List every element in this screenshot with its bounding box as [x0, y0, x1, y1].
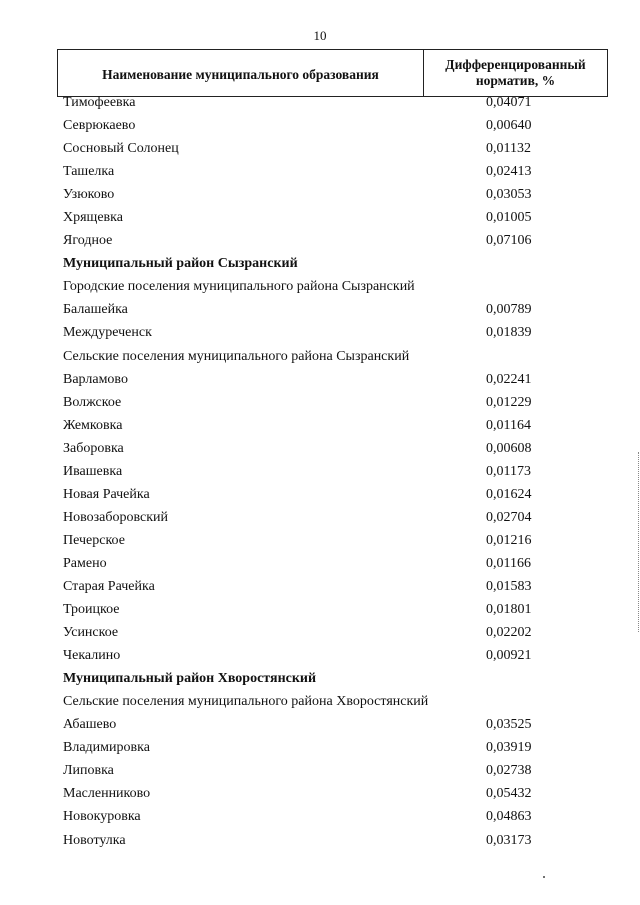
row-value: 0,02202	[486, 625, 532, 641]
row-name: Владимировка	[63, 740, 150, 756]
row-name: Балашейка	[63, 302, 128, 318]
column-header-value-line1: Дифференцированный	[445, 57, 586, 72]
row-name: Муниципальный район Сызранский	[63, 256, 298, 272]
table-row	[0, 739, 640, 762]
row-name: Хрящевка	[63, 210, 123, 226]
table-row	[0, 117, 640, 140]
table-row	[0, 94, 640, 117]
column-header-value	[424, 50, 607, 96]
scan-edge-mark	[636, 452, 639, 632]
row-name: Сельские поселения муниципального района Сызранский	[63, 348, 410, 364]
table-row	[0, 232, 640, 255]
table-row	[0, 463, 640, 486]
row-name: Старая Рачейка	[63, 578, 155, 594]
row-value: 0,01229	[486, 394, 532, 410]
row-name: Усинское	[63, 625, 119, 641]
row-name: Новозаборовский	[63, 509, 169, 525]
row-name: Сосновый Солонец	[63, 141, 179, 157]
group-heading-row	[0, 348, 640, 371]
row-name: Ягодное	[63, 233, 113, 249]
table-row	[0, 140, 640, 163]
row-value: 0,00789	[486, 302, 532, 318]
row-value: 0,07106	[486, 233, 532, 249]
table-row	[0, 417, 640, 440]
table-body	[0, 94, 640, 855]
row-name: Варламово	[63, 371, 128, 387]
row-value: 0,05432	[486, 786, 532, 802]
table-row	[0, 624, 640, 647]
row-name: Печерское	[63, 532, 125, 548]
row-value: 0,01839	[486, 325, 532, 341]
table-row	[0, 394, 640, 417]
table-row	[0, 371, 640, 394]
row-value: 0,03525	[486, 717, 532, 733]
row-value: 0,04863	[486, 809, 532, 825]
table-row	[0, 578, 640, 601]
row-value: 0,03053	[486, 187, 532, 203]
group-heading-row	[0, 693, 640, 716]
row-name: Городские поселения муниципального района Сызранский	[63, 279, 415, 295]
district-heading-row	[0, 670, 640, 693]
row-value: 0,00640	[486, 118, 532, 134]
row-name: Абашево	[63, 717, 117, 733]
column-header-name: Наименование муниципального образования	[58, 50, 424, 96]
row-value: 0,02241	[486, 371, 532, 387]
row-value: 0,02704	[486, 509, 532, 525]
group-heading-row	[0, 278, 640, 301]
page-number: 10	[313, 28, 327, 43]
row-value: 0,01164	[486, 417, 531, 433]
scan-speck	[543, 876, 545, 878]
row-name: Масленниково	[63, 786, 151, 802]
row-value: 0,02738	[486, 763, 532, 779]
row-name: Муниципальный район Хворостянский	[63, 671, 317, 687]
table-row	[0, 762, 640, 785]
row-value: 0,01801	[486, 602, 532, 618]
row-name: Севрюкаево	[63, 118, 136, 134]
row-value: 0,01005	[486, 210, 532, 226]
row-name: Ивашевка	[63, 463, 123, 479]
row-value: 0,00921	[486, 648, 532, 664]
row-name: Заборовка	[63, 440, 124, 456]
table-row	[0, 716, 640, 739]
table-row	[0, 555, 640, 578]
row-name: Троицкое	[63, 602, 120, 618]
row-value: 0,01583	[486, 578, 532, 594]
table-row	[0, 301, 640, 324]
row-value: 0,01166	[486, 555, 531, 571]
table-row	[0, 601, 640, 624]
row-value: 0,02413	[486, 164, 532, 180]
table-row	[0, 440, 640, 463]
row-name: Междуреченск	[63, 325, 152, 341]
table-row	[0, 532, 640, 555]
table-row	[0, 785, 640, 808]
table-row	[0, 509, 640, 532]
row-name: Волжское	[63, 394, 122, 410]
row-value: 0,03173	[486, 832, 532, 848]
row-value: 0,01132	[486, 141, 531, 157]
row-value: 0,00608	[486, 440, 532, 456]
table-row	[0, 832, 640, 855]
table-row	[0, 647, 640, 670]
row-name: Узюково	[63, 187, 115, 203]
row-name: Новая Рачейка	[63, 486, 150, 502]
table-row	[0, 186, 640, 209]
row-name: Рамено	[63, 555, 107, 571]
table-row	[0, 324, 640, 347]
table-row	[0, 209, 640, 232]
row-name: Ташелка	[63, 164, 115, 180]
row-name: Жемковка	[63, 417, 123, 433]
column-header-value-line2: норматив, %	[475, 73, 556, 88]
row-value: 0,01173	[486, 463, 531, 479]
table-row	[0, 486, 640, 509]
row-name: Новотулка	[63, 832, 126, 848]
table-row	[0, 163, 640, 186]
row-value: 0,01216	[486, 532, 532, 548]
row-value: 0,03919	[486, 740, 532, 756]
district-heading-row	[0, 255, 640, 278]
row-value: 0,04071	[486, 95, 532, 110]
table-header	[57, 49, 608, 97]
row-value: 0,01624	[486, 486, 532, 502]
row-name: Липовка	[63, 763, 114, 779]
row-name: Сельские поселения муниципального района Хворостянский	[63, 694, 429, 710]
row-name: Тимофеевка	[63, 95, 136, 110]
table-row	[0, 808, 640, 831]
row-name: Чекалино	[63, 648, 121, 664]
row-name: Новокуровка	[63, 809, 141, 825]
